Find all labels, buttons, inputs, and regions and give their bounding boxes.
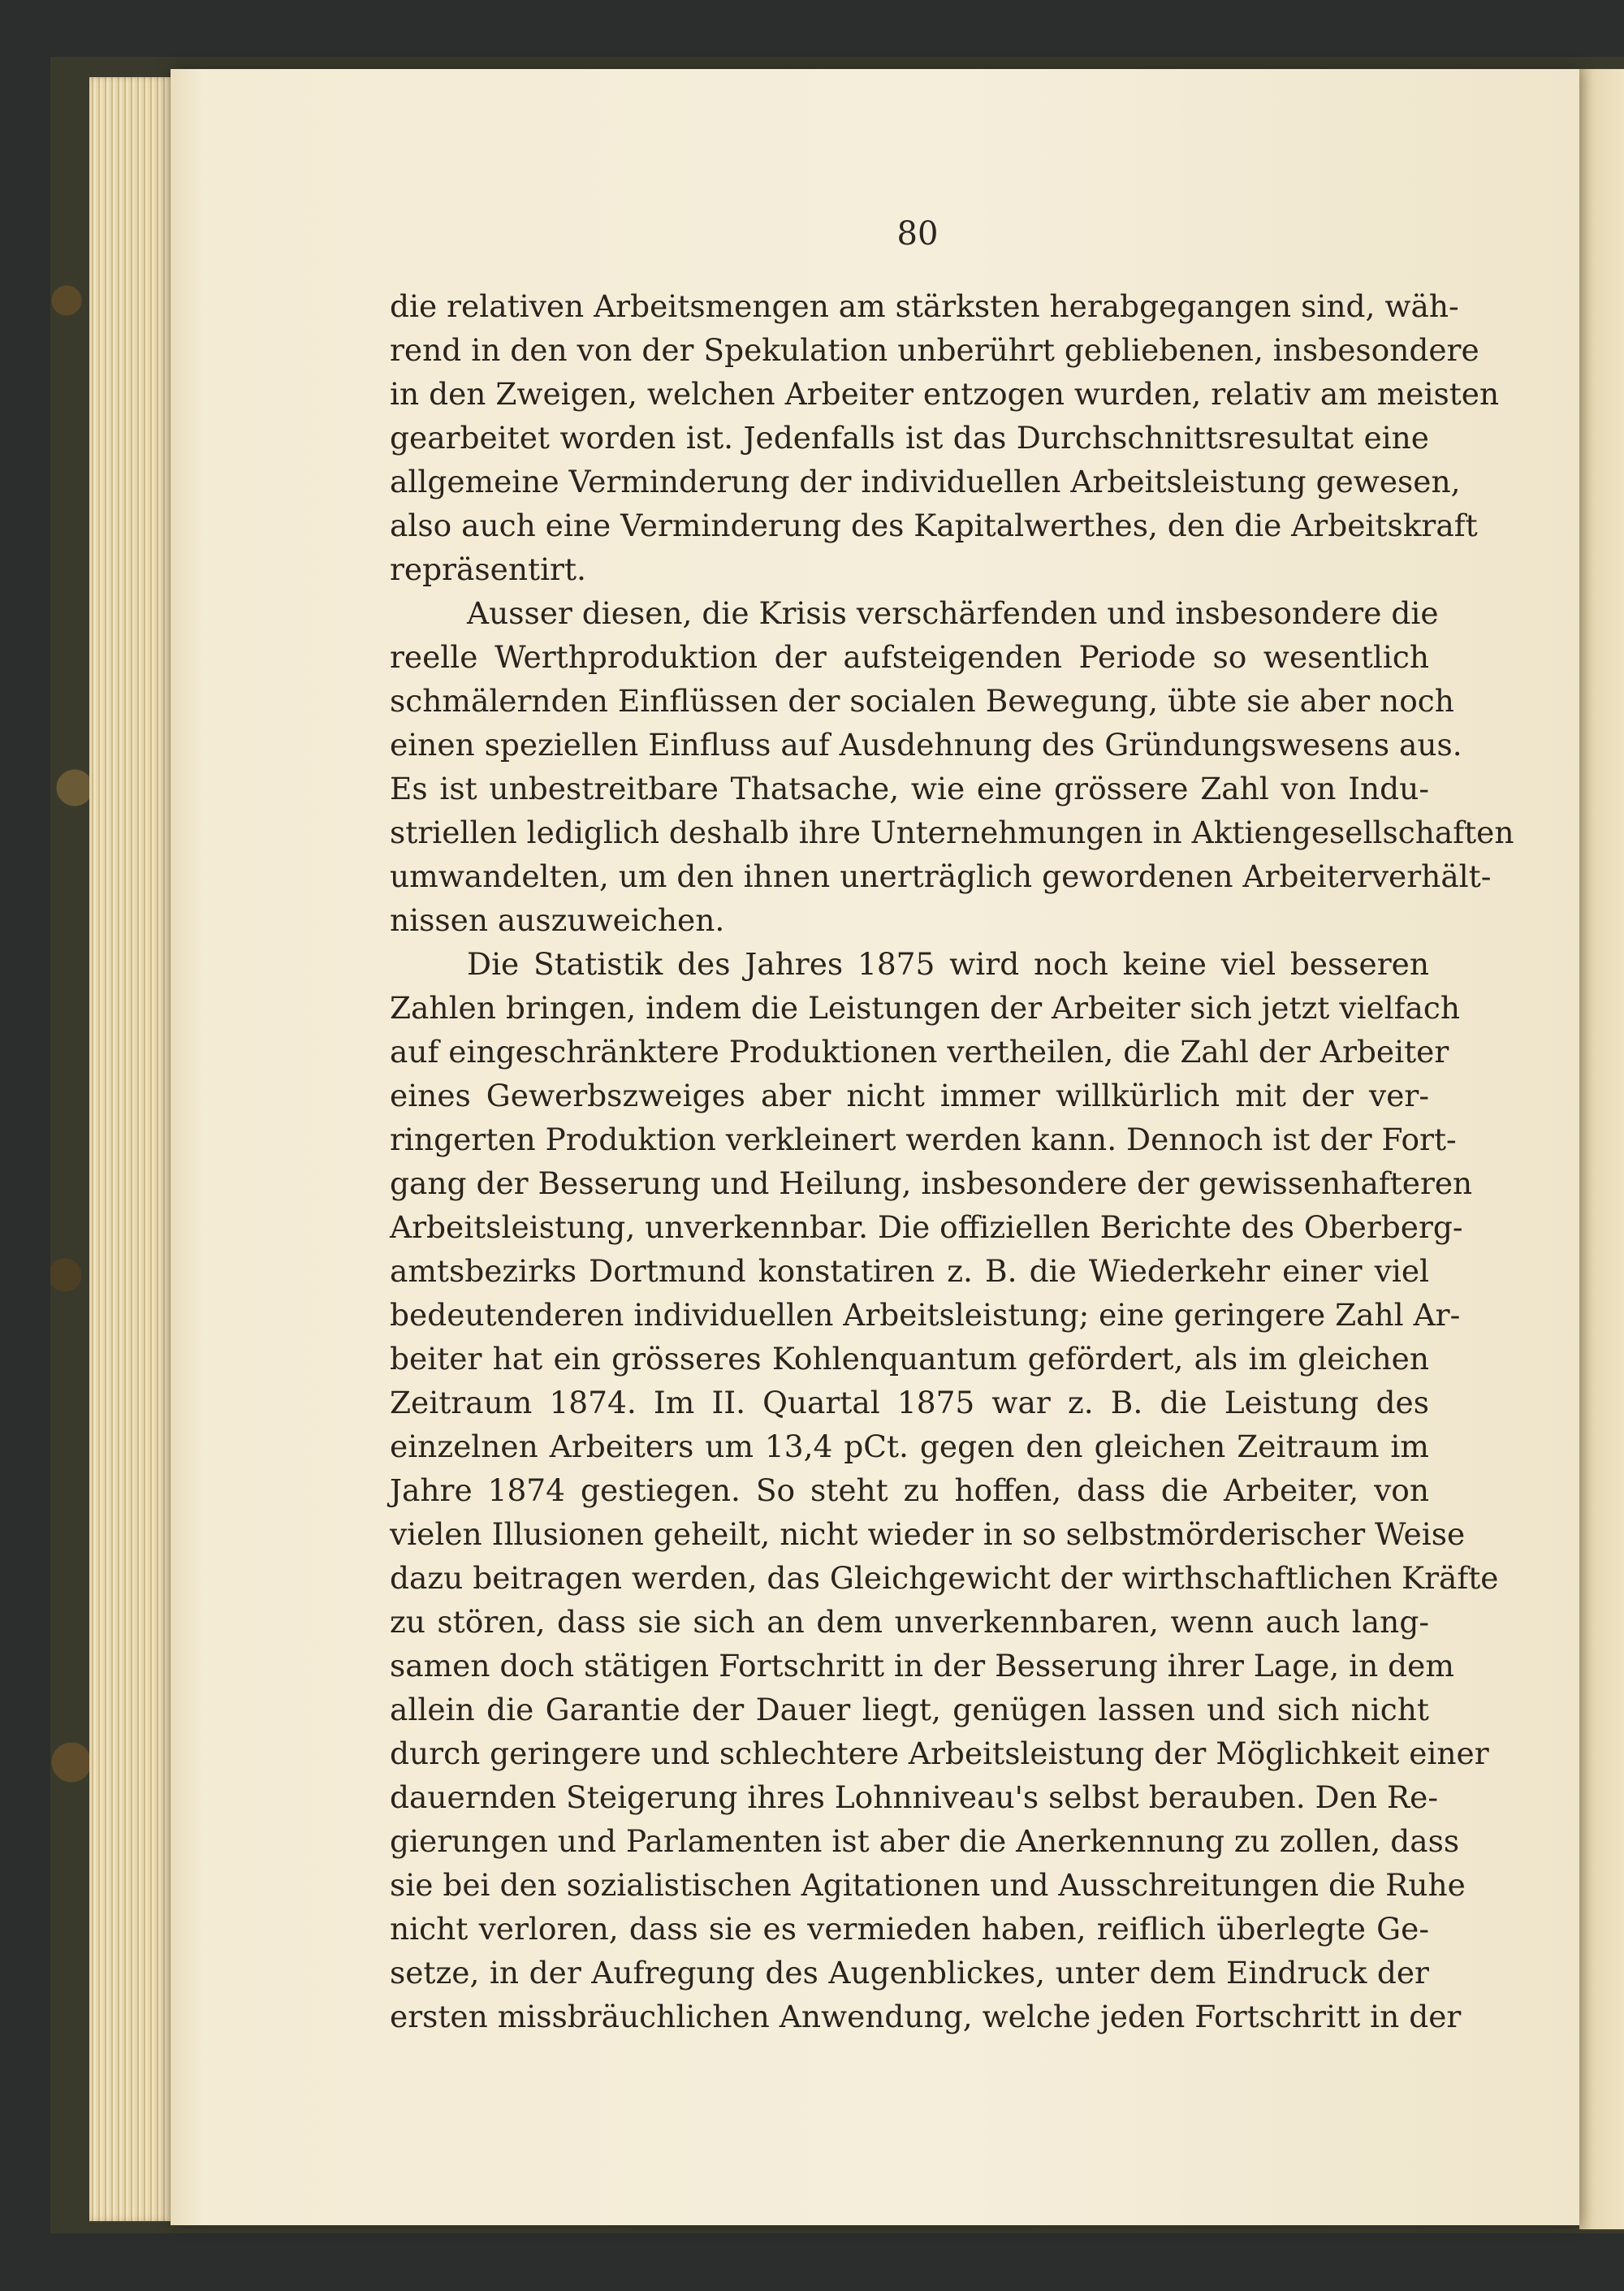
text-line: nicht verloren, dass sie es vermieden haben, reiflich überlegte Ge- [390, 1911, 1429, 1947]
text-line: beiter hat ein grösseres Kohlenquantum gefördert, als im gleichen [390, 1341, 1429, 1377]
text-line: striellen lediglich deshalb ihre Unternehmungen in Aktiengesellschaften [390, 815, 1514, 850]
page-edges [89, 77, 179, 2221]
text-line: umwandelten, um den ihnen unerträglich gewordenen Arbeiterverhält- [390, 858, 1492, 894]
text-line: vielen Illusionen geheilt, nicht wieder in so selbstmörderischer Weise [390, 1516, 1466, 1552]
text-line: eines Gewerbszweiges aber nicht immer willkürlich mit der ver- [390, 1078, 1429, 1113]
text-line: reelle Werthproduktion der aufsteigenden Periode so wesentlich [390, 639, 1429, 675]
text-line: also auch eine Verminderung des Kapitalwerthes, den die Arbeitskraft [390, 508, 1478, 543]
paragraph [390, 284, 1500, 591]
text-line: samen doch stätigen Fortschritt in der Besserung ihrer Lage, in dem [390, 1648, 1454, 1684]
text-line: Ausser diesen, die Krisis verschärfenden und insbesondere die [467, 595, 1439, 631]
text-line: Es ist unbestreitbare Thatsache, wie eine grössere Zahl von Indu- [390, 771, 1429, 806]
text-line: dazu beitragen werden, das Gleichgewicht der wirthschaftlichen Kräfte [390, 1560, 1499, 1596]
text-line: Zahlen bringen, indem die Leistungen der Arbeiter sich jetzt vielfach [390, 990, 1461, 1026]
text-line: schmälernden Einflüssen der socialen Bewegung, übte sie aber noch [390, 683, 1454, 719]
paragraph [390, 942, 1499, 2038]
text-line: ringerten Produktion verkleinert werden kann. Dennoch ist der Fort- [390, 1122, 1457, 1157]
text-line: repräsentirt. [390, 551, 586, 587]
text-line: gang der Besserung und Heilung, insbesondere der gewissenhafteren [390, 1165, 1473, 1201]
text-line: sie bei den sozialistischen Agitationen und Ausschreitungen die Ruhe [390, 1867, 1466, 1903]
text-line: rend in den von der Spekulation unberührt gebliebenen, insbesondere [390, 332, 1479, 368]
text-line: allein die Garantie der Dauer liegt, genügen lassen und sich nicht [390, 1692, 1429, 1727]
text-line: allgemeine Verminderung der individuellen Arbeitsleistung gewesen, [390, 464, 1461, 499]
text-line: Zeitraum 1874. Im II. Quartal 1875 war z. B. die Leistung des [390, 1385, 1429, 1420]
paragraph [390, 591, 1514, 942]
text-line: einzelnen Arbeiters um 13,4 pCt. gegen den gleichen Zeitraum im [390, 1429, 1429, 1464]
text-line: durch geringere und schlechtere Arbeitsleistung der Möglichkeit einer [390, 1736, 1489, 1771]
text-line: Die Statistik des Jahres 1875 wird noch keine viel besseren [467, 946, 1429, 982]
text-line: einen speziellen Einfluss auf Ausdehnung des Gründungswesens aus. [390, 727, 1462, 763]
text-line: ersten missbräuchlichen Anwendung, welche jeden Fortschritt in der [390, 1999, 1462, 2034]
text-line: setze, in der Aufregung des Augenblickes, unter dem Eindruck der [390, 1955, 1429, 1991]
text-line: gearbeitet worden ist. Jedenfalls ist das Durchschnittsresultat eine [390, 420, 1429, 456]
text-line: in den Zweigen, welchen Arbeiter entzogen wurden, relativ am meisten [390, 376, 1500, 412]
page-number: 80 [896, 215, 939, 253]
facing-page-edge [1579, 69, 1624, 2229]
text-line: nissen auszuweichen. [390, 902, 725, 938]
text-line: amtsbezirks Dortmund konstatiren z. B. die Wiederkehr einer viel [390, 1253, 1429, 1289]
text-line: gierungen und Parlamenten ist aber die Anerkennung zu zollen, dass [390, 1823, 1460, 1859]
text-line: zu stören, dass sie sich an dem unverkennbaren, wenn auch lang- [390, 1604, 1429, 1640]
text-line: bedeutenderen individuellen Arbeitsleistung; eine geringere Zahl Ar- [390, 1297, 1461, 1333]
text-line: Jahre 1874 gestiegen. So steht zu hoffen, dass die Arbeiter, von [390, 1472, 1429, 1508]
text-line: dauernden Steigerung ihres Lohnniveau's selbst berauben. Den Re- [390, 1779, 1438, 1815]
text-line: die relativen Arbeitsmengen am stärksten herabgegangen sind, wäh- [390, 288, 1459, 324]
text-line: auf eingeschränktere Produktionen vertheilen, die Zahl der Arbeiter [390, 1034, 1449, 1070]
body-text [390, 284, 1514, 2038]
text-line: Arbeitsleistung, unverkennbar. Die offiziellen Berichte des Oberberg- [390, 1209, 1463, 1245]
